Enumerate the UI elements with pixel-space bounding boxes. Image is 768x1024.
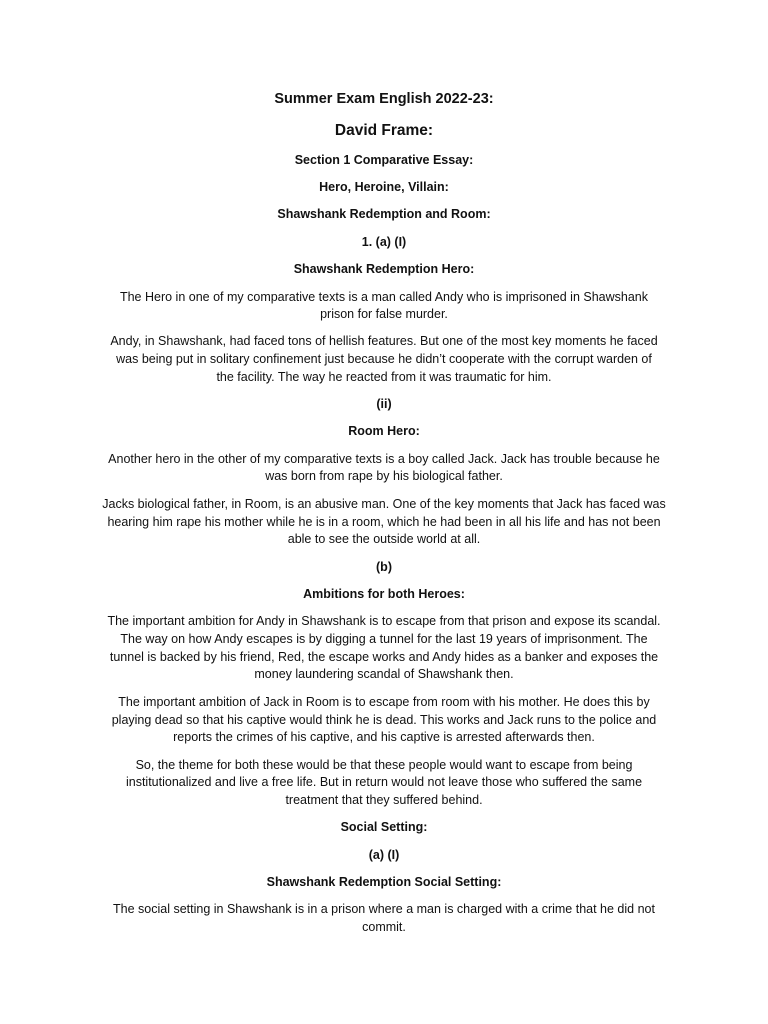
paragraph-line: The way on how Andy escapes is by digging a tunnel for the last 19 years of imprisonment. The — [120, 632, 648, 646]
paragraph-line: able to see the outside world at all. — [287, 532, 481, 546]
paragraph-line: was born from rape by his biological father. — [265, 469, 503, 483]
paragraph-line: hearing him rape his mother while he is in a room, which he had been in all his life and has not been — [107, 515, 661, 529]
subheading: Room Hero: — [348, 424, 420, 438]
paragraph-line: Jacks biological father, in Room, is an abusive man. One of the key moments that Jack has faced was — [102, 497, 666, 511]
subheading: Ambitions for both Heroes: — [303, 587, 465, 601]
paragraph-line: treatment that they suffered behind. — [285, 793, 483, 807]
mode-heading: Hero, Heroine, Villain: — [319, 180, 449, 194]
paragraph-line: Another hero in the other of my comparative texts is a boy called Jack. Jack has trouble because he — [108, 452, 660, 466]
texts-heading: Shawshank Redemption and Room: — [277, 207, 491, 221]
question-label: (ii) — [376, 397, 392, 411]
paragraph-line: commit. — [362, 920, 406, 934]
paragraph-line: The important ambition for Andy in Shawshank is to escape from that prison and expose its scandal. — [107, 614, 661, 628]
paragraph-line: The social setting in Shawshank is in a prison where a man is charged with a crime that he did not — [113, 902, 655, 916]
paragraph-line: The Hero in one of my comparative texts is a man called Andy who is imprisoned in Shawshank — [119, 290, 649, 304]
paragraph-line: reports the crimes of his captive, and his captive is arrested afterwards then. — [173, 730, 595, 744]
document-title: Summer Exam English 2022-23: — [274, 91, 494, 107]
section-heading: Section 1 Comparative Essay: — [294, 153, 474, 167]
question-label: 1. (a) (I) — [361, 235, 407, 249]
paragraph-line: The important ambition of Jack in Room is to escape from room with his mother. He does this by — [118, 695, 650, 709]
subheading: Shawshank Redemption Social Setting: — [266, 875, 502, 889]
question-label: (b) — [376, 560, 392, 574]
paragraph-line: Andy, in Shawshank, had faced tons of hellish features. But one of the most key moments he faced — [110, 334, 658, 348]
subheading: Social Setting: — [340, 820, 428, 834]
question-label: (a) (I) — [368, 848, 400, 862]
paragraph-line: So, the theme for both these would be that these people would want to escape from being — [135, 758, 633, 772]
paragraph-line: prison for false murder. — [320, 307, 448, 321]
paragraph-line: playing dead so that his captive would think he is dead. This works and Jack runs to the police and — [111, 713, 657, 727]
paragraph-line: was being put in solitary confinement just because he didn’t cooperate with the corrupt warden of — [116, 352, 652, 366]
subheading: Shawshank Redemption Hero: — [293, 262, 475, 276]
paragraph-line: money laundering scandal of Shawshank then. — [254, 667, 514, 681]
paragraph-line: institutionalized and live a free life. But in return would not leave those who suffered the same — [125, 775, 643, 789]
paragraph-line: the facility. The way he reacted from it was traumatic for him. — [216, 370, 552, 384]
paragraph-line: tunnel is backed by his friend, Red, the escape works and Andy hides as a banker and exposes the — [109, 650, 659, 664]
author-name: David Frame: — [334, 122, 434, 139]
